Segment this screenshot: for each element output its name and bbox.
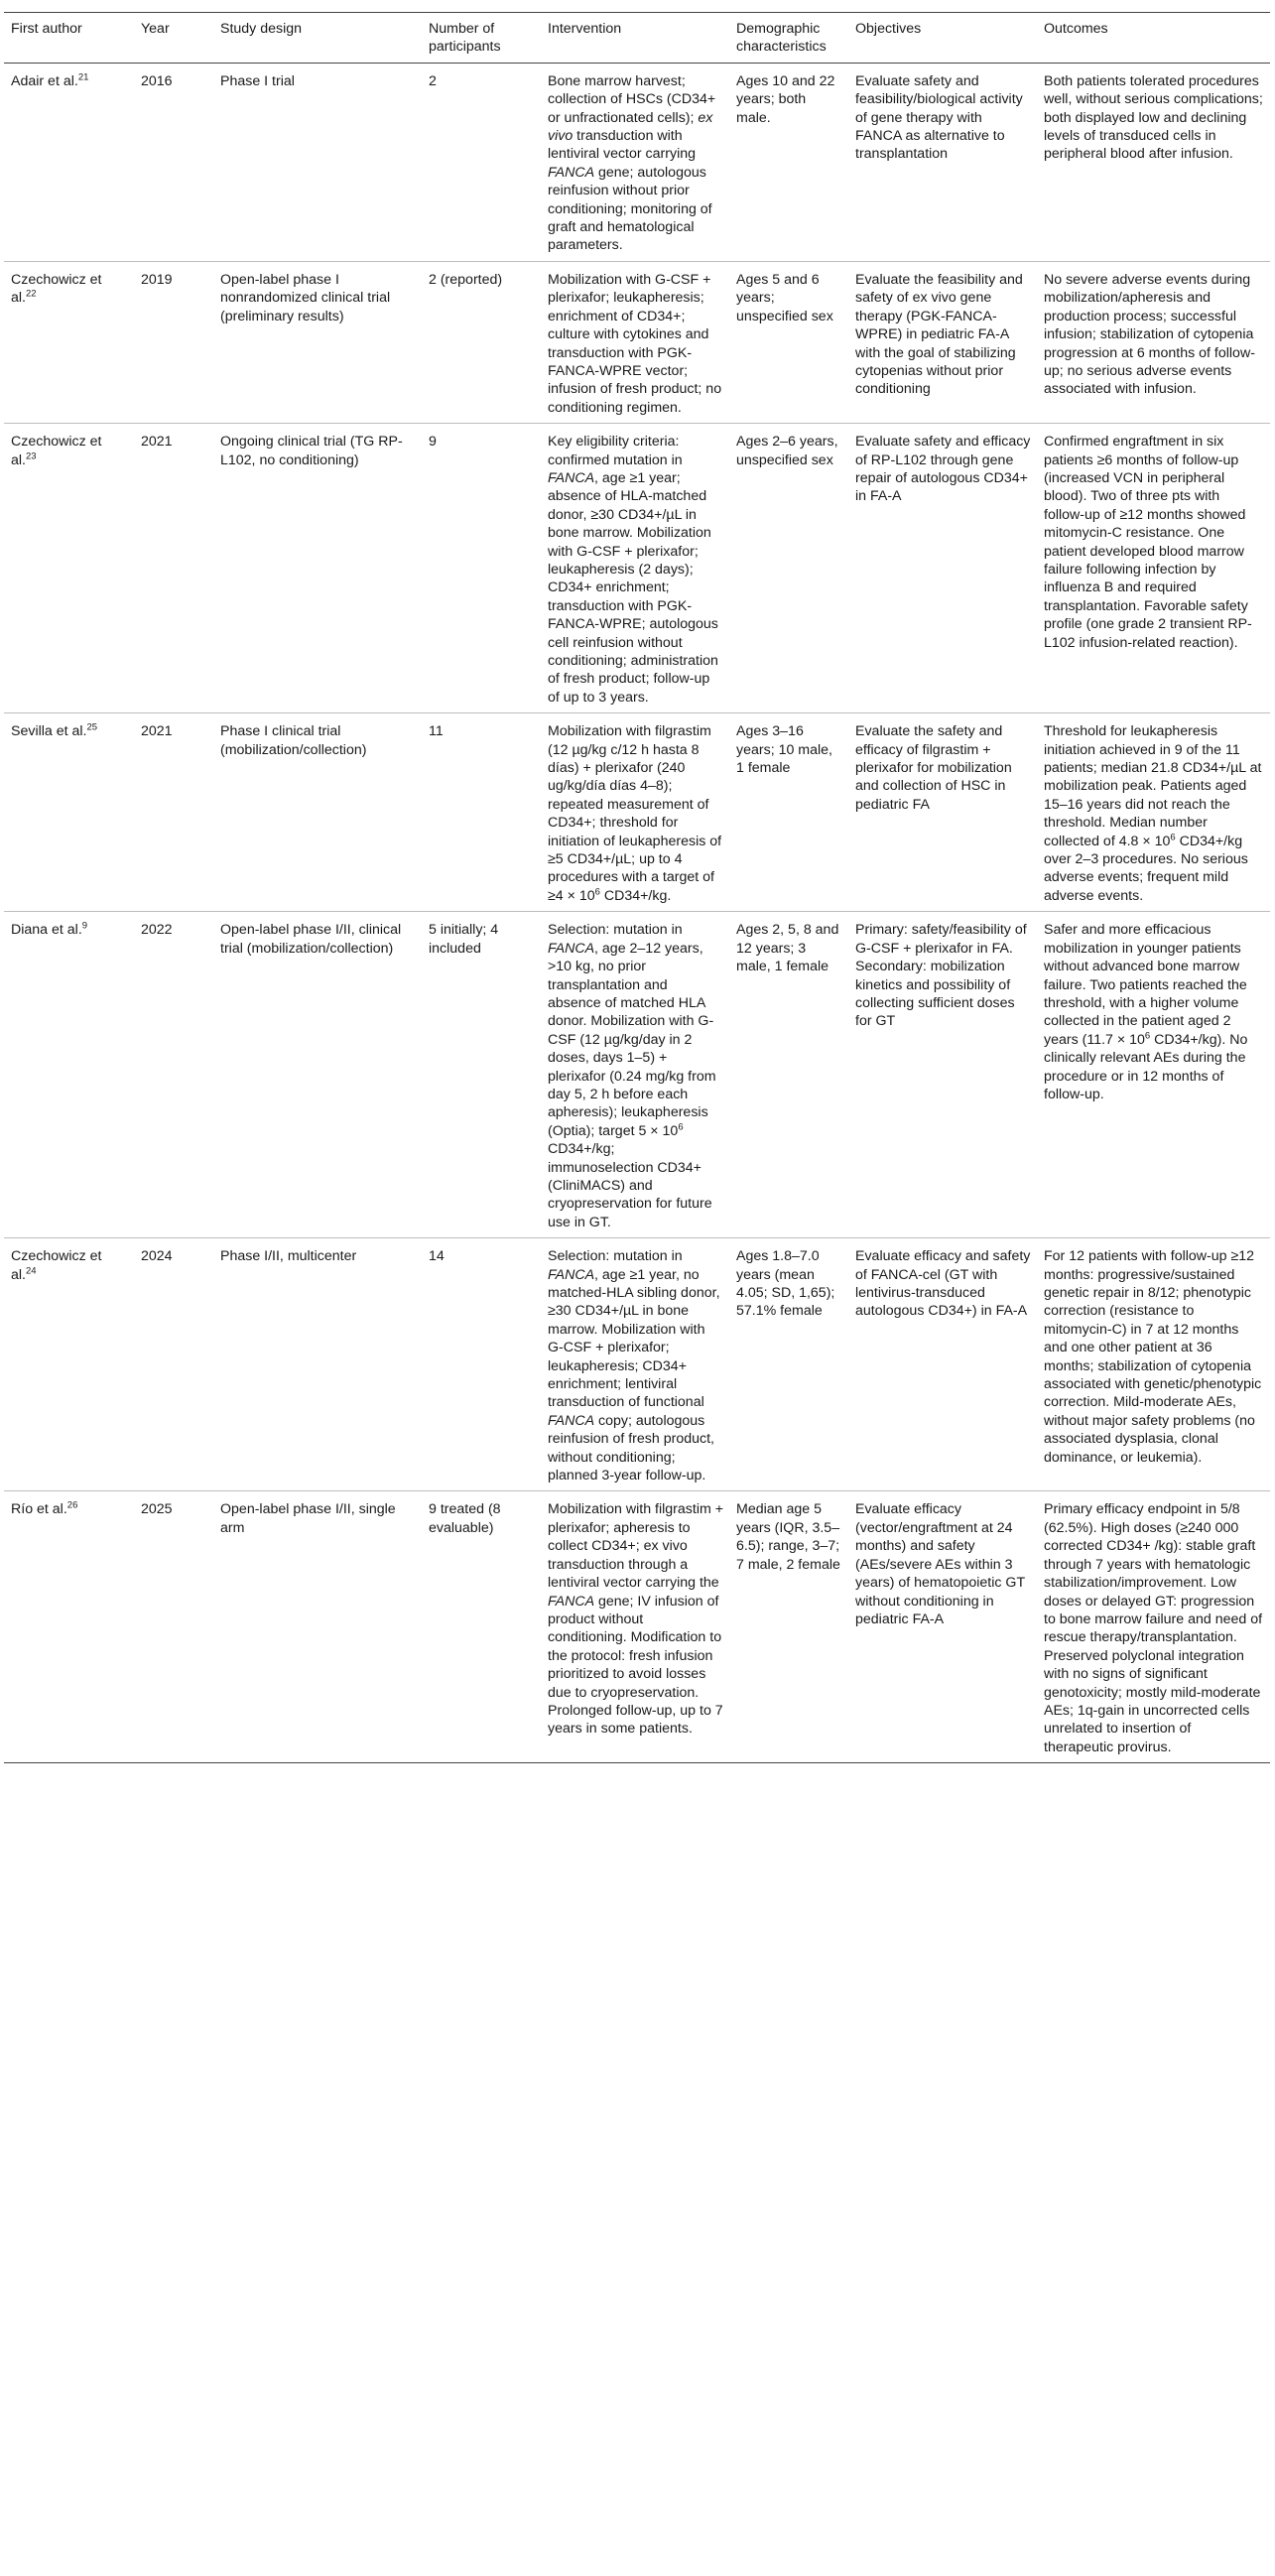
table-row [4, 1491, 1270, 1763]
text-segment: No severe adverse events during mobilization/apheresis and production process; successful infusion; stabilization of cytopenia progression at 6 months of follow-up; no serious adverse events associated with infusion. [1044, 271, 1255, 398]
author-name: Czechowicz et al. [11, 434, 102, 468]
cell-first-author [4, 1238, 134, 1491]
text-segment: For 12 patients with follow-up ≥12 months: progressive/sustained genetic repair in 8/12; phenotypic correction (resistance to mitomycin-C) in 7 at 12 months and one other patient at 36 months; stabilization of cytopenia associated with genetic/phenotypic correction. Mild-moderate AEs, without major safety problems (no associated dysplasia, clonal dominance, or leukemia). [1044, 1248, 1262, 1466]
header-first-author: First author [11, 21, 82, 37]
italic-term: ex vivo [548, 109, 713, 145]
cell-objectives: Evaluate the feasibility and safety of ex vivo gene therapy (PGK-FANCA-WPRE) in pediatric FA-A with the goal of stabilizing cytopenias without prior conditioning [855, 271, 1023, 398]
cell-year: 2016 [141, 72, 173, 89]
text-segment: Selection: mutation in [548, 922, 683, 939]
header-outcomes: Outcomes [1044, 21, 1108, 37]
cell-objectives: Evaluate safety and efficacy of RP-L102 through gene repair of autologous CD34+ in FA-A [855, 434, 1031, 505]
cell-demographic-characteristics: Ages 10 and 22 years; both male. [736, 72, 835, 126]
cell-year: 2021 [141, 434, 173, 451]
cell-demographic-characteristics: Ages 3–16 years; 10 male, 1 female [736, 723, 832, 777]
cell-study-design: Phase I/II, multicenter [220, 1248, 357, 1265]
cell-demographic-characteristics: Ages 2, 5, 8 and 12 years; 3 male, 1 female [736, 922, 839, 975]
cell-intervention [541, 261, 729, 423]
cell-number-of-participants: 11 [429, 723, 444, 740]
text-segment: Selection: mutation in [548, 1248, 683, 1265]
header-objectives: Objectives [855, 21, 922, 37]
table-row [4, 713, 1270, 912]
cell-demographic-characteristics: Ages 1.8–7.0 years (mean 4.05; SD, 1,65); 57.1% female [736, 1248, 835, 1320]
cell-objectives: Primary: safety/feasibility of G-CSF + plerixafor in FA. Secondary: mobilization kinetics and possibility of collecting sufficient doses for GT [855, 922, 1027, 1030]
cell-year: 2024 [141, 1248, 173, 1265]
superscript: 6 [1144, 1029, 1151, 1041]
cell-intervention [541, 63, 729, 261]
header-demographic-characteristics: Demographic characteristics [736, 21, 827, 56]
author-name: Sevilla et al. [11, 723, 87, 740]
reference-number: 21 [77, 71, 89, 83]
cell-year: 2022 [141, 922, 173, 939]
italic-term: FANCA [548, 1266, 595, 1283]
cell-demographic-characteristics: Ages 2–6 years, unspecified sex [736, 434, 838, 468]
text-segment: copy; autologous reinfusion of fresh product, without conditioning; planned 3-year follow-up. [548, 1412, 714, 1484]
cell-intervention [541, 912, 729, 1238]
cell-number-of-participants: 5 initially; 4 included [429, 922, 499, 957]
cell-objectives: Evaluate efficacy (vector/engraftment at 24 months) and safety (AEs/severe AEs within 3 years) of hematopoietic GT without conditioning in pediatric FA-A [855, 1501, 1025, 1627]
italic-term: FANCA [548, 469, 595, 486]
italic-term: FANCA [548, 1593, 595, 1610]
cell-study-design: Open-label phase I nonrandomized clinical trial (preliminary results) [220, 271, 391, 324]
cell-outcomes [1037, 63, 1270, 261]
author-name: Adair et al. [11, 72, 78, 89]
cell-year: 2025 [141, 1501, 173, 1518]
text-segment: Confirmed engraftment in six patients ≥6 months of follow-up (increased VCN in peripheral blood). Two of three pts with follow-up of ≥12 months showed mitomycin-C resistance. One patient developed blood marrow failure following infection by influenza B and required transplantation. Favorable safety profile (one grade 2 transient RP-L102 infusion-related reaction). [1044, 434, 1252, 651]
cell-first-author [4, 261, 134, 423]
table-body [4, 63, 1270, 1762]
cell-number-of-participants: 14 [429, 1248, 445, 1265]
cell-first-author [4, 63, 134, 261]
italic-term: FANCA [548, 164, 595, 181]
cell-number-of-participants: 2 (reported) [429, 271, 503, 288]
table-row [4, 912, 1270, 1238]
header-number-of-participants: Number of participants [429, 21, 501, 56]
cell-first-author [4, 424, 134, 713]
text-segment: CD34+/kg. [599, 887, 672, 904]
cell-study-design: Phase I trial [220, 72, 295, 89]
reference-number: 23 [25, 450, 37, 461]
cell-demographic-characteristics: Ages 5 and 6 years; unspecified sex [736, 271, 833, 324]
text-segment: gene; autologous reinfusion without prior conditioning; monitoring of graft and hematological parameters. [548, 164, 712, 254]
table-header [4, 13, 1270, 64]
text-segment: CD34+/kg over 2–3 procedures. No serious adverse events; frequent mild adverse events. [1044, 833, 1248, 904]
table-row [4, 63, 1270, 261]
reference-number: 25 [86, 721, 98, 733]
studies-table [4, 12, 1270, 1763]
table-row [4, 1238, 1270, 1491]
cell-intervention [541, 1238, 729, 1491]
cell-intervention [541, 1491, 729, 1763]
text-segment: Mobilization with filgrastim + plerixafor; apheresis to collect CD34+; ex vivo transduction through a lentiviral vector carrying the [548, 1501, 724, 1592]
text-segment: Threshold for leukapheresis initiation achieved in 9 of the 11 patients; median 21.8 CD34+/µL at mobilization peak. Patients aged 15–16 years did not reach the threshold. Median number collected of 4.8 × 10 [1044, 723, 1262, 849]
cell-number-of-participants: 9 treated (8 evaluable) [429, 1501, 501, 1536]
cell-outcomes [1037, 912, 1270, 1238]
text-segment: CD34+/kg; immunoselection CD34+ (CliniMACS) and cryopreservation for future use in GT. [548, 1141, 712, 1230]
table-row [4, 261, 1270, 423]
cell-outcomes [1037, 1491, 1270, 1763]
text-segment: , age ≥1 year; absence of HLA-matched donor, ≥30 CD34+/µL in bone marrow. Mobilization with G-CSF + plerixafor; leukapheresis (2 days); CD34+ enrichment; transduction with PGK-FANCA-WPRE; autologous cell reinfusion without conditioning; administration of fresh product; follow-up of up to 3 years. [548, 469, 718, 706]
reference-number: 26 [66, 1499, 78, 1511]
cell-first-author [4, 1491, 134, 1763]
text-segment: Mobilization with filgrastim (12 µg/kg c/12 h hasta 8 días) + plerixafor (240 ug/kg/día días 4–8); repeated measurement of CD34+; threshold for initiation of leukapheresis of ≥5 CD34+/µL; up to 4 procedures with a target of ≥4 × 10 [548, 723, 722, 904]
cell-objectives: Evaluate safety and feasibility/biological activity of gene therapy with FANCA as alternative to transplantation [855, 72, 1023, 163]
superscript: 6 [594, 886, 600, 898]
text-segment: Safer and more efficacious mobilization in younger patients without advanced bone marrow failure. Two patients reached the threshold, with a higher volume collected in the patient aged 2 years (11.7 × 10 [1044, 922, 1247, 1048]
text-segment: Both patients tolerated procedures well, without serious complications; both displayed low and declining levels of transduced cells in peripheral blood after infusion. [1044, 72, 1263, 163]
superscript: 6 [1170, 831, 1176, 842]
text-segment: Bone marrow harvest; collection of HSCs (CD34+ or unfractionated cells); [548, 72, 716, 126]
reference-number: 24 [25, 1264, 37, 1276]
cell-number-of-participants: 2 [429, 72, 437, 89]
superscript: 6 [678, 1121, 684, 1133]
cell-number-of-participants: 9 [429, 434, 437, 451]
author-name: Czechowicz et al. [11, 1248, 102, 1283]
text-segment: transduction with lentiviral vector carrying [548, 128, 697, 163]
cell-study-design: Open-label phase I/II, single arm [220, 1501, 396, 1536]
table-row [4, 424, 1270, 713]
cell-intervention [541, 713, 729, 912]
text-segment: Mobilization with G-CSF + plerixafor; leukapheresis; enrichment of CD34+; culture with cytokines and transduction with PGK-FANCA-WPRE vector; infusion of fresh product; no conditioning regimen. [548, 271, 722, 416]
cell-year: 2019 [141, 271, 173, 288]
header-year: Year [141, 21, 170, 37]
text-segment: gene; IV infusion of product without conditioning. Modification to the protocol: fresh infusion prioritized to avoid losses due to cryopreservation. Prolonged follow-up, up to 7 years in some patients. [548, 1593, 723, 1738]
italic-term: FANCA [548, 1412, 595, 1429]
reference-number: 9 [81, 920, 88, 932]
cell-outcomes [1037, 424, 1270, 713]
italic-term: FANCA [548, 940, 595, 957]
text-segment: , age ≥1 year, no matched-HLA sibling donor, ≥30 CD34+/µL in bone marrow. Mobilization with G-CSF + plerixafor; leukapheresis; CD34+ enrichment; lentiviral transduction of functional [548, 1266, 720, 1411]
cell-first-author [4, 713, 134, 912]
cell-outcomes [1037, 1238, 1270, 1491]
text-segment: CD34+/kg). No clinically relevant AEs during the procedure or in 12 months of follow-up. [1044, 1031, 1248, 1102]
cell-year: 2021 [141, 723, 173, 740]
header-intervention: Intervention [548, 21, 622, 37]
cell-outcomes [1037, 713, 1270, 912]
text-segment: Key eligibility criteria: confirmed mutation in [548, 434, 683, 468]
author-name: Río et al. [11, 1501, 67, 1518]
reference-number: 22 [25, 288, 37, 300]
cell-intervention [541, 424, 729, 713]
cell-objectives: Evaluate efficacy and safety of FANCA-cel (GT with lentivirus-transduced autologous CD34+) in FA-A [855, 1248, 1031, 1320]
text-segment: Primary efficacy endpoint in 5/8 (62.5%). High doses (≥240 000 corrected CD34+ /kg): stable graft through 7 years with hematologic stabilization/improvement. Low doses or delayed GT: progression to bone marrow failure and need of rescue therapy/transplantation. Preserved polyclonal integration with no signs of significant genotoxicity; mostly mild-moderate AEs; 1q-gain in uncorrected cells unrelated to insertion of therapeutic provirus. [1044, 1501, 1263, 1755]
cell-objectives: Evaluate the safety and efficacy of filgrastim + plerixafor for mobilization and collection of HSC in pediatric FA [855, 723, 1012, 813]
cell-study-design: Ongoing clinical trial (TG RP-L102, no conditioning) [220, 434, 403, 468]
cell-first-author [4, 912, 134, 1238]
cell-study-design: Phase I clinical trial (mobilization/collection) [220, 723, 367, 758]
cell-outcomes [1037, 261, 1270, 423]
author-name: Diana et al. [11, 922, 82, 939]
header-study-design: Study design [220, 21, 303, 37]
cell-study-design: Open-label phase I/II, clinical trial (mobilization/collection) [220, 922, 402, 957]
text-segment: , age 2–12 years, >10 kg, no prior transplantation and absence of matched HLA donor. Mobilization with G-CSF (12 µg/kg/day in 2 doses, days 1–5) + plerixafor (0.24 mg/kg from day 5, 2 h before each apheresis); leukapheresis (Optia); target 5 × 10 [548, 940, 716, 1139]
author-name: Czechowicz et al. [11, 271, 102, 307]
cell-demographic-characteristics: Median age 5 years (IQR, 3.5–6.5); range, 3–7; 7 male, 2 female [736, 1501, 840, 1573]
